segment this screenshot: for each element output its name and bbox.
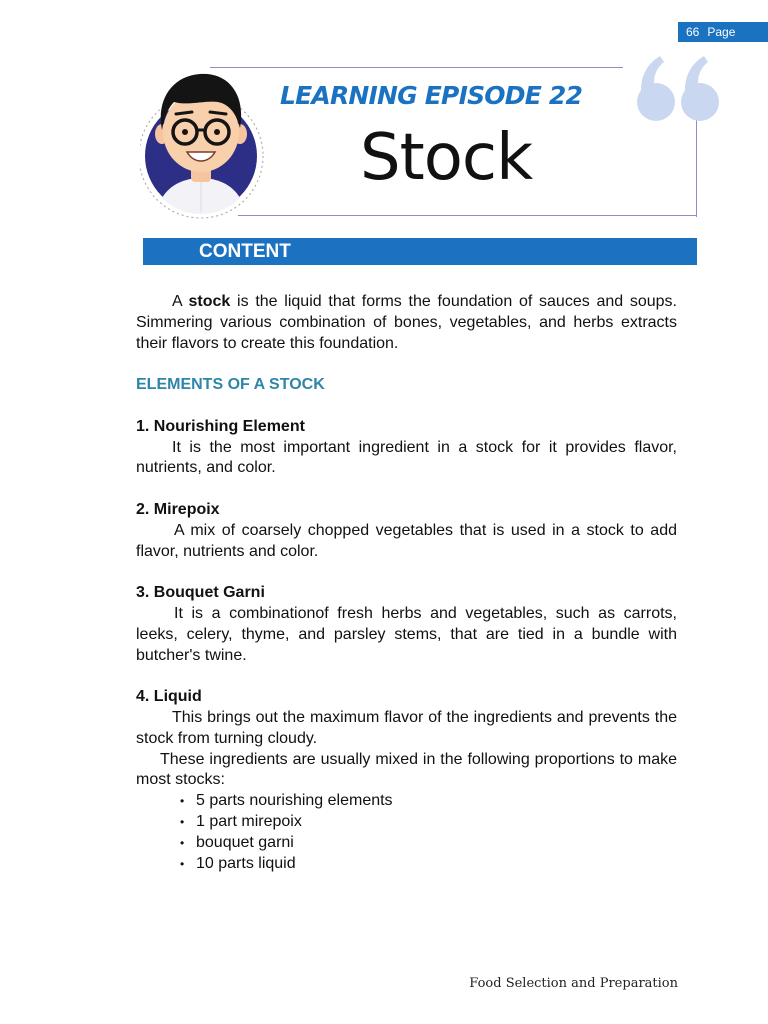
page-number: 66 xyxy=(686,25,700,39)
list-item: • 5 parts nourishing elements xyxy=(180,791,677,812)
element-text-1: It is the most important ingredient in a stock for it provides flavor, nutrients, and color. xyxy=(136,438,677,477)
intro-pre: A xyxy=(172,293,189,310)
proportions-intro: These ingredients are usually mixed in the following proportions to make most stocks: xyxy=(136,750,677,789)
intro-term: stock xyxy=(188,293,231,310)
elements-heading: ELEMENTS OF A STOCK xyxy=(136,376,325,394)
page-number-badge xyxy=(678,22,768,42)
element-title-4: 4. Liquid xyxy=(136,688,202,706)
header-frame-right xyxy=(696,120,697,217)
header-frame-top xyxy=(210,67,623,68)
intro-paragraph xyxy=(136,292,677,354)
list-item: • 1 part mirepoix xyxy=(180,812,677,833)
list-item: • 10 parts liquid xyxy=(180,854,677,875)
episode-title: LEARNING EPISODE 22 xyxy=(280,81,583,110)
footer-text: Food Selection and Preparation xyxy=(469,976,678,991)
list-item: • bouquet garni xyxy=(180,833,677,854)
intro-post: is the liquid that forms the foundation of sauces and soups. Simmering various combination of bones, vegetables, and herbs extracts their flavors to create this foundation. xyxy=(136,293,677,352)
content-section-bar xyxy=(143,238,697,265)
element-title-3: 3. Bouquet Garni xyxy=(136,584,265,602)
quote-icon xyxy=(634,54,726,126)
element-title-1: 1. Nourishing Element xyxy=(136,417,305,435)
element-text-2: A mix of coarsely chopped vegetables that is used in a stock to add flavor, nutrients and color. xyxy=(136,521,677,560)
proportions-list xyxy=(136,791,677,874)
lesson-title: Stock xyxy=(360,121,533,195)
page-label: Page xyxy=(707,25,736,39)
content-label: CONTENT xyxy=(199,241,291,262)
element-text-3: It is a combinationof fresh herbs and vegetables, such as carrots, leeks, celery, thyme, and parsley stems, that are tied in a bundle with butcher's twine. xyxy=(136,604,677,664)
body-text xyxy=(136,292,677,874)
avatar xyxy=(140,72,266,222)
element-title-2: 2. Mirepoix xyxy=(136,500,220,518)
element-text-4: This brings out the maximum flavor of the ingredients and prevents the stock from turning cloudy. xyxy=(136,708,677,747)
header-frame-bottom xyxy=(238,215,697,216)
